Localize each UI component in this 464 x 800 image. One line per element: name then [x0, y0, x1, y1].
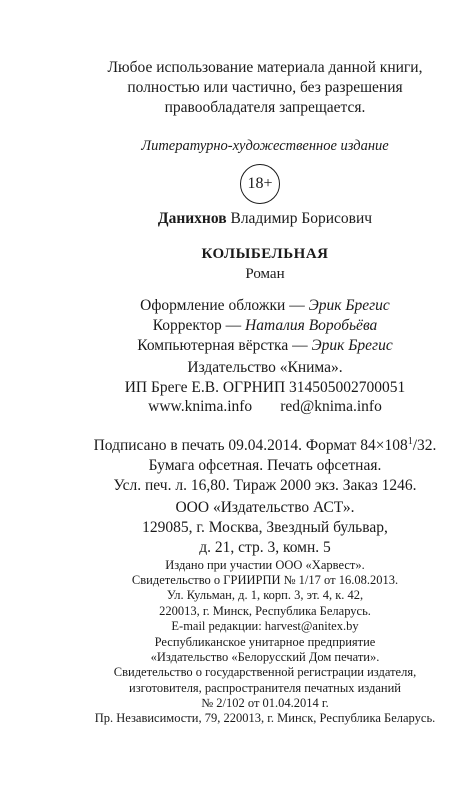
- credit-person: Эрик Брегис: [311, 337, 393, 354]
- printing-format-suffix: /32.: [412, 437, 437, 454]
- harvest-info: [60, 558, 464, 634]
- credit-line: [60, 316, 464, 336]
- printer-line: изготовителя, распространителя печатных изданий: [129, 680, 401, 695]
- printer-info: [60, 635, 464, 726]
- author-given-names: Владимир Борисович: [226, 210, 373, 227]
- publisher-website: www.knima.info: [148, 398, 253, 415]
- credit-role: Корректор —: [152, 317, 246, 334]
- ast-publisher-address: [60, 498, 464, 558]
- book-subtitle: Роман: [245, 266, 285, 282]
- credit-role: Оформление обложки —: [140, 297, 309, 314]
- publisher-email: red@knima.info: [280, 398, 382, 415]
- publisher-name: Издательство «Книма».: [187, 359, 343, 376]
- copyright-notice: [60, 58, 464, 118]
- printer-line: Свидетельство о государственной регистрации издателя,: [113, 665, 417, 680]
- credit-person: Наталия Воробьёва: [245, 317, 378, 334]
- printing-format-sup: 1: [407, 435, 413, 447]
- publisher-contacts: [60, 398, 464, 416]
- harvest-line: E-mail редакции: harvest@anitex.by: [171, 618, 359, 633]
- harvest-line: Издано при участии ООО «Харвест».: [165, 558, 365, 572]
- author-surname: Данихнов: [157, 210, 227, 227]
- printing-details: [60, 436, 464, 496]
- credit-role: Компьютерная вёрстка —: [137, 337, 312, 354]
- harvest-line: Свидетельство о ГРИИРПИ № 1/17 от 16.08.2013.: [131, 573, 399, 588]
- address-line: ООО «Издательство АСТ».: [175, 499, 355, 516]
- address-line: 129085, г. Москва, Звездный бульвар,: [142, 519, 388, 536]
- printing-line: Усл. печ. л. 16,80. Тираж 2000 экз. Заказ 1246.: [113, 477, 417, 494]
- credits: [60, 296, 464, 356]
- author-name: [60, 210, 464, 228]
- copyright-line: полностью или частично, без разрешения: [127, 79, 403, 96]
- publisher-info: [60, 358, 464, 398]
- printing-line: [60, 436, 464, 456]
- printer-line: № 2/102 от 01.04.2014 г.: [201, 695, 329, 710]
- harvest-line: Ул. Кульман, д. 1, корп. 3, эт. 4, к. 42,: [166, 588, 364, 603]
- printer-line: Пр. Независимости, 79, 220013, г. Минск, Республика Беларусь.: [94, 711, 436, 726]
- credit-line: [60, 336, 464, 356]
- printer-line: Республиканское унитарное предприятие: [154, 635, 376, 649]
- publisher-registration: ИП Бреге Е.В. ОГРНИП 314505002700051: [124, 379, 406, 396]
- printer-line: «Издательство «Белорусский Дом печати».: [150, 650, 380, 665]
- harvest-line: 220013, г. Минск, Республика Беларусь.: [159, 603, 371, 618]
- address-line: д. 21, стр. 3, комн. 5: [199, 539, 331, 556]
- credit-person: Эрик Брегис: [308, 297, 390, 314]
- age-rating-badge: 18+: [240, 164, 280, 204]
- printing-format: Подписано в печать 09.04.2014. Формат 84×108: [93, 437, 408, 454]
- printing-line: Бумага офсетная. Печать офсетная.: [148, 457, 382, 474]
- copyright-line: правообладателя запрещается.: [164, 99, 366, 116]
- copyright-line: Любое использование материала данной книги,: [107, 59, 423, 76]
- genre-label: Литературно-художественное издание: [141, 138, 389, 154]
- book-title: КОЛЫБЕЛЬНАЯ: [201, 246, 329, 262]
- credit-line: [60, 296, 464, 316]
